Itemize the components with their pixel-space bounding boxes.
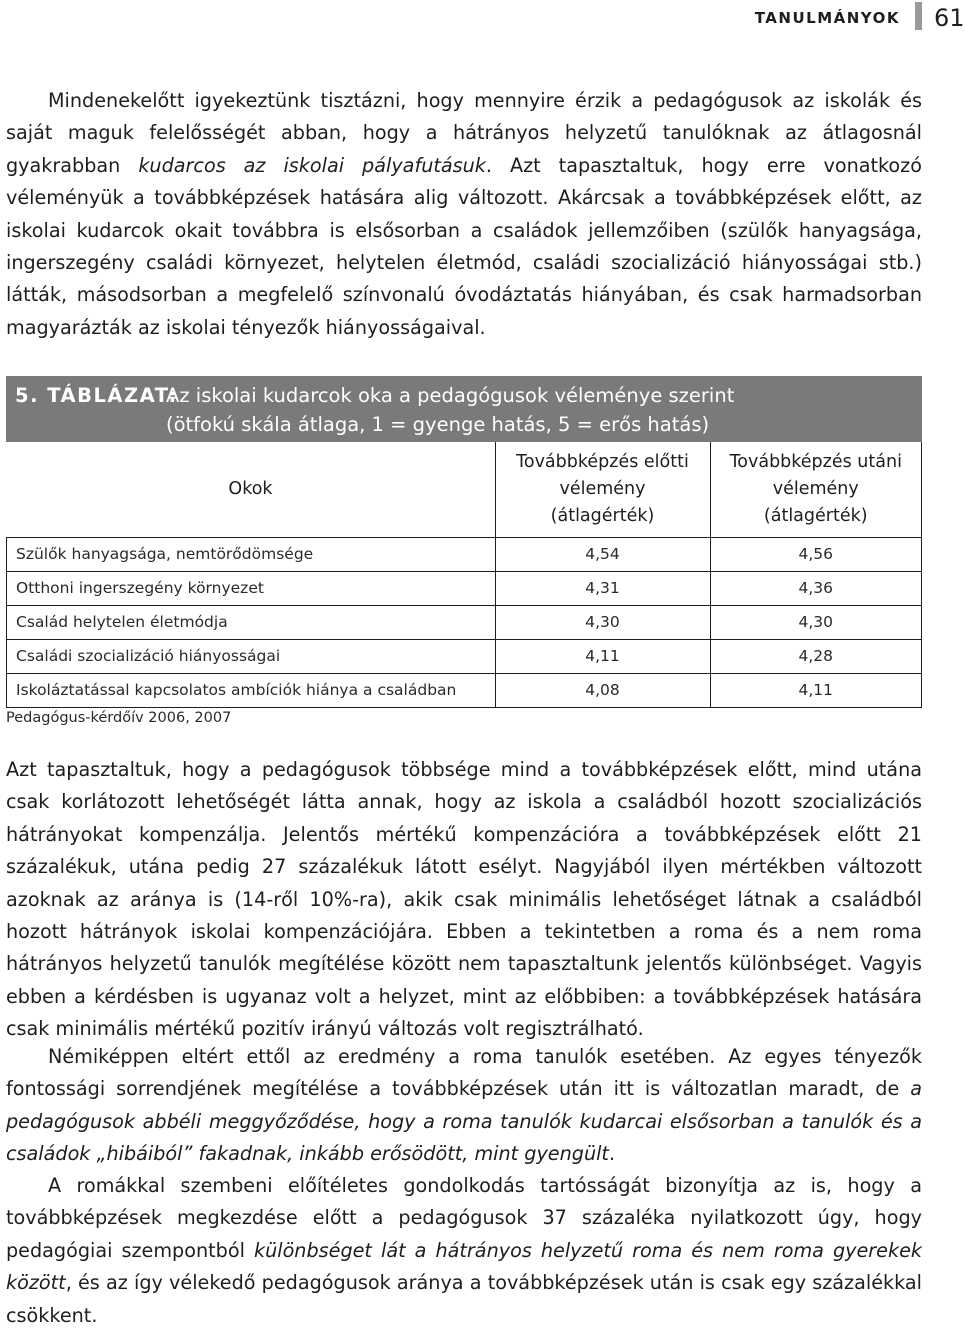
table-title: Az iskolai kudarcok oka a pedagógusok véleménye szerint xyxy=(166,384,735,407)
table-row xyxy=(7,571,922,605)
cell-reason: Iskoláztatással kapcsolatos ambíciók hiánya a családban xyxy=(7,673,496,707)
column-header-line: (átlagérték) xyxy=(550,505,655,526)
page-header xyxy=(0,0,965,40)
header-divider xyxy=(915,2,922,30)
column-header-line: (átlagérték) xyxy=(763,505,868,526)
column-header-after xyxy=(710,442,922,537)
cell-after: 4,11 xyxy=(710,673,922,707)
cell-before: 4,30 xyxy=(495,605,710,639)
column-header-line: Továbbképzés utáni xyxy=(729,451,902,472)
table-title-bar xyxy=(6,376,922,442)
paragraph-text: . Azt tapasztaltuk, hogy erre vonatkozó véleményük a továbbképzések hatására alig változott. Akárcsak a továbbképzések előtt, az iskolai kudarcok okait továbbra is elsősorban a családok jellemzőiben (szülők hanyagsága, ingerszegény családi környezet, helytelen életmód, családi szocializáció hiányosságai stb.) látták, másodsorban a megfelelő színvonalú óvodáztatás hiányában, és csak harmadsorban magyarázták az iskolai tényezők hiányosságaival. xyxy=(6,153,922,339)
paragraph-italic: a pedagógusok abbéli meggyőződése, hogy a roma tanulók kudarcai elsősorban a tanulók és a családok „hibáiból” fakadnak, inkább erősödött, mint gyengült xyxy=(6,1077,922,1166)
running-head: TANULMÁNYOK xyxy=(754,9,900,27)
table-row xyxy=(7,537,922,571)
cell-reason: Családi szocializáció hiányosságai xyxy=(7,639,496,673)
paragraph-results: Azt tapasztaltuk, hogy a pedagógusok többsége mind a továbbképzések előtt, mind utána csak korlátozott lehetőségét látta annak, hogy az iskola a családból hozott szocializációs hátrányokat kompenzálja. Jelentős mértékű kompenzációra a továbbképzések előtt 21 százalékuk, utána pedig 27 százalékuk látott esélyt. Nagyjából ilyen mértékben változott azoknak az aránya is (14-ről 10%-ra), akik csak minimális lehetőséget látnak a családból hozott hátrányok iskolai kompenzációjára. Ebben a tekintetben a roma és a nem roma hátrányos helyzetű tanulók megítélése között nem tapasztaltunk jelentős különbséget. Vagyis ebben a kérdésben is ugyanaz volt a helyzet, mint az előbbiben: a továbbképzések hatására csak minimális mértékű pozitív irányú változás volt regisztrálható. xyxy=(6,758,922,1041)
cell-reason: Család helytelen életmódja xyxy=(7,605,496,639)
table-row xyxy=(7,639,922,673)
column-header-line: vélemény xyxy=(772,478,859,499)
paragraph-text: Némiképpen eltért ettől az eredmény a roma tanulók esetében. Az egyes tényezők fontossági sorrendjének megítélése a továbbképzések után itt is változatlan maradt, de xyxy=(6,1045,922,1101)
paragraph-intro xyxy=(6,85,922,344)
table-subtitle: (ötfokú skála átlaga, 1 = gyenge hatás, 5 = erős hatás) xyxy=(166,413,710,436)
cell-reason: Szülők hanyagsága, nemtörődömsége xyxy=(7,537,496,571)
paragraph-italic: kudarcos az iskolai pályafutásuk xyxy=(138,153,486,177)
table-row xyxy=(7,673,922,707)
column-header-reason: Okok xyxy=(7,442,496,537)
cell-before: 4,11 xyxy=(495,639,710,673)
column-header-line: vélemény xyxy=(559,478,646,499)
table-row xyxy=(7,605,922,639)
table-source: Pedagógus-kérdőív 2006, 2007 xyxy=(6,710,232,726)
paragraph-prejudice xyxy=(6,1170,922,1332)
cell-before: 4,31 xyxy=(495,571,710,605)
cell-after: 4,36 xyxy=(710,571,922,605)
paragraph-text: Mindenekelőtt igyekeztünk tisztázni, hogy mennyire érzik a pedagógusok az iskolák és saját maguk felelősségét abban, hogy a hátrányos helyzetű tanulóknak az átlagosnál gyakrabban xyxy=(6,89,922,177)
paragraph-text: , és az így vélekedő pedagógusok aránya a továbbképzések után is csak egy százalékkal csökkent. xyxy=(6,1271,922,1327)
table-label: 5. TÁBLÁZAT: xyxy=(15,384,178,407)
data-table xyxy=(6,442,922,708)
cell-before: 4,08 xyxy=(495,673,710,707)
paragraph-text: . xyxy=(608,1142,616,1166)
cell-after: 4,56 xyxy=(710,537,922,571)
paragraph-italic: különbséget lát a hátrányos helyzetű roma és nem roma gyerekek között xyxy=(6,1238,923,1295)
column-header-before xyxy=(495,442,710,537)
column-header-line: Továbbképzés előtti xyxy=(516,451,689,472)
cell-after: 4,28 xyxy=(710,639,922,673)
cell-after: 4,30 xyxy=(710,605,922,639)
paragraph-roma xyxy=(6,1041,922,1171)
table-header-row xyxy=(7,442,922,537)
cell-before: 4,54 xyxy=(495,537,710,571)
paragraph-text: A romákkal szembeni előítéletes gondolkodás tartósságát bizonyítja az is, hogy a továbbképzések megkezdése előtt a pedagógusok 37 százaléka nyilatkozott úgy, hogy pedagógiai szempontból xyxy=(6,1174,922,1262)
cell-reason: Otthoni ingerszegény környezet xyxy=(7,571,496,605)
page-number: 61 xyxy=(934,4,965,32)
